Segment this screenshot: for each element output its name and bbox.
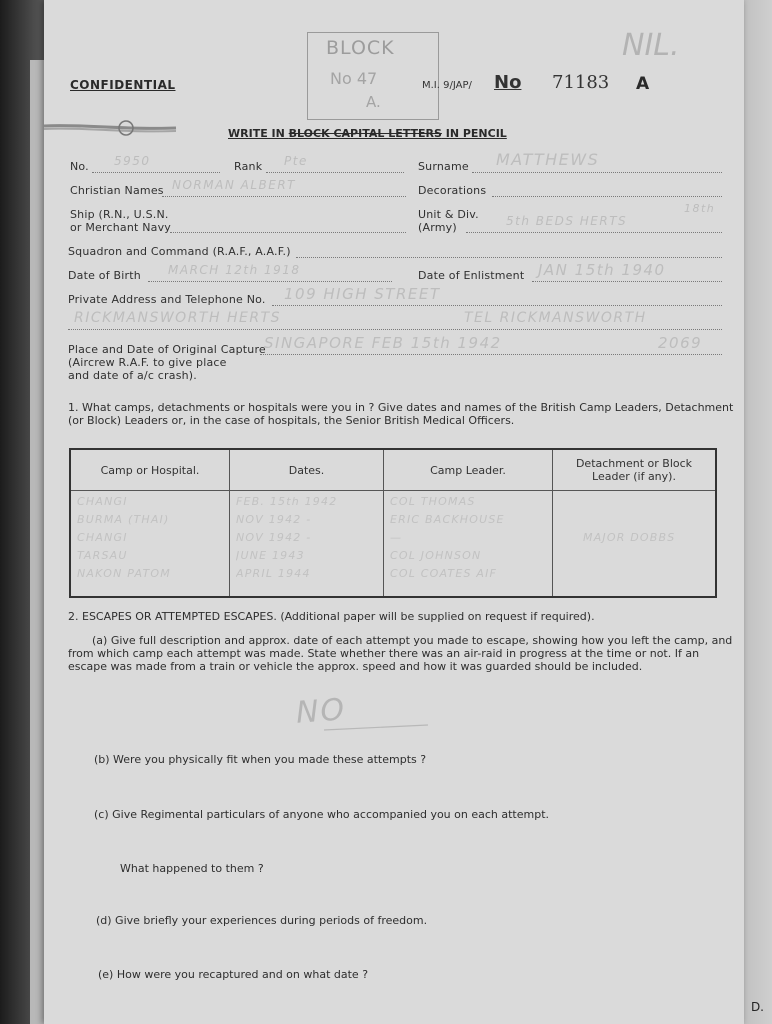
address-line-1-value: 109 HIGH STREET: [284, 285, 441, 303]
question-2b: (b) Were you physically fit when you made these attempts ?: [94, 753, 427, 766]
capture-label-1: Place and Date of Original Capture: [68, 343, 266, 356]
christian-names-label: Christian Names: [70, 184, 164, 197]
nil-annotation: NIL.: [622, 28, 680, 63]
table-cell: NOV 1942 -: [236, 513, 312, 526]
table-cell: NOV 1942 -: [236, 531, 312, 544]
number-symbol: No: [494, 72, 522, 93]
col-header-detachment-leader: Detachment or Block Leader (if any).: [553, 449, 717, 491]
telephone-value: 2069: [658, 334, 703, 352]
table-cell: MAJOR DOBBS: [583, 531, 676, 544]
no-label: No.: [70, 160, 89, 173]
instruction-start: WRITE IN: [228, 127, 289, 140]
pencil-stroke: [322, 722, 432, 734]
camps-table-header: [70, 449, 716, 491]
form-reference: M.I. 9/JAP/: [422, 80, 472, 91]
address-label: Private Address and Telephone No.: [68, 293, 266, 306]
dob-value: MARCH 12th 1918: [168, 263, 301, 277]
table-row: [70, 491, 716, 598]
question-2d: (d) Give briefly your experiences during periods of freedom.: [96, 914, 428, 927]
enlistment-value: JAN 15th 1940: [538, 261, 666, 279]
string-binding: [44, 120, 184, 136]
table-cell: CHANGI: [77, 531, 128, 544]
form-number: 71183: [552, 72, 610, 93]
form-letter: A: [636, 74, 650, 94]
question-2c: (c) Give Regimental particulars of anyone who accompanied you on each attempt.: [94, 808, 550, 821]
rank-label: Rank: [234, 160, 263, 173]
table-cell: TARSAU: [77, 549, 128, 562]
question-1-line-2: (or Block) Leaders or, in the case of hospitals, the Senior British Medical Officers.: [68, 414, 515, 427]
service-number-value: 5950: [114, 154, 151, 168]
address-line-3-value: TEL RICKMANSWORTH: [464, 310, 647, 326]
rank-value: Pte: [284, 154, 308, 168]
question-2-heading: 2. ESCAPES OR ATTEMPTED ESCAPES. (Additional paper will be supplied on request if required).: [68, 610, 595, 623]
ship-label-2: or Merchant Navy: [70, 221, 172, 234]
table-cell: APRIL 1944: [236, 567, 311, 580]
question-2a-line-1: (a) Give full description and approx. date of each attempt you made to escape, showing how you left the camp, and: [92, 634, 733, 647]
col-header-dates: Dates.: [230, 449, 384, 491]
unit-division-value: 18th: [684, 202, 716, 215]
table-cell: NAKON PATOM: [77, 567, 171, 580]
dob-label: Date of Birth: [68, 269, 141, 282]
question-2a-line-2: from which camp each attempt was made. State whether there was an air-raid in progress at the time or not. If an: [68, 647, 700, 660]
table-cell: —: [390, 531, 403, 544]
enlistment-label: Date of Enlistment: [418, 269, 525, 282]
table-cell: [559, 513, 709, 531]
form-sheet: [44, 0, 744, 1024]
capture-label-2: (Aircrew R.A.F. to give place: [68, 356, 227, 369]
christian-names-value: NORMAN ALBERT: [172, 178, 296, 192]
block-stamp: [307, 32, 439, 120]
capture-value: SINGAPORE FEB 15th 1942: [264, 334, 502, 352]
col-header-camp: Camp or Hospital.: [70, 449, 230, 491]
col-header-camp-leader: Camp Leader.: [384, 449, 553, 491]
margin-mark: D.: [750, 1000, 764, 1014]
table-cell: COL THOMAS: [390, 495, 476, 508]
unit-label-1: Unit & Div.: [418, 208, 479, 221]
decorations-label: Decorations: [418, 184, 487, 197]
squadron-label: Squadron and Command (R.A.F., A.A.F.): [68, 245, 291, 258]
ship-label-1: Ship (R.N., U.S.N.: [70, 208, 169, 221]
instruction-end: IN PENCIL: [441, 127, 507, 140]
dates-cell: [230, 491, 384, 598]
table-cell: [559, 567, 709, 585]
address-line-2-value: RICKMANSWORTH HERTS: [74, 310, 281, 326]
table-cell: COL JOHNSON: [390, 549, 482, 562]
surname-value: MATTHEWS: [496, 150, 600, 169]
camps-table: [69, 448, 717, 598]
stamp-line-2: No 47: [330, 69, 378, 88]
stamp-line-1: BLOCK: [326, 37, 395, 59]
stamp-line-3: A.: [366, 93, 381, 111]
leader-cell: [384, 491, 553, 598]
pencil-instruction: [228, 127, 507, 140]
table-cell: BURMA (THAI): [77, 513, 170, 526]
table-cell: COL COATES AIF: [390, 567, 498, 580]
instruction-struck: BLOCK CAPITAL LETTERS: [288, 127, 442, 140]
table-cell: [559, 549, 709, 567]
surname-label: Surname: [418, 160, 469, 173]
table-cell: JUNE 1943: [236, 549, 305, 562]
escape-answer: NO: [294, 692, 348, 731]
confidential-label: CONFIDENTIAL: [70, 78, 176, 92]
table-cell: ERIC BACKHOUSE: [390, 513, 505, 526]
question-2e: (e) How were you recaptured and on what date ?: [98, 968, 369, 981]
question-2c-followup: What happened to them ?: [120, 862, 264, 875]
table-cell: [559, 495, 709, 513]
unit-label-2: (Army): [418, 221, 457, 234]
question-1-line-1: 1. What camps, detachments or hospitals were you in ? Give dates and names of the British Camp Leaders, Detachment: [68, 401, 734, 414]
table-cell: FEB. 15th 1942: [236, 495, 338, 508]
camp-cell: [70, 491, 230, 598]
question-2a-line-3: escape was made from a train or vehicle the approx. speed and how it was guarded should be included.: [68, 660, 643, 673]
detachment-cell: [553, 491, 717, 598]
capture-label-3: and date of a/c crash).: [68, 369, 197, 382]
unit-value: 5th BEDS HERTS: [506, 214, 628, 228]
table-cell: CHANGI: [77, 495, 128, 508]
